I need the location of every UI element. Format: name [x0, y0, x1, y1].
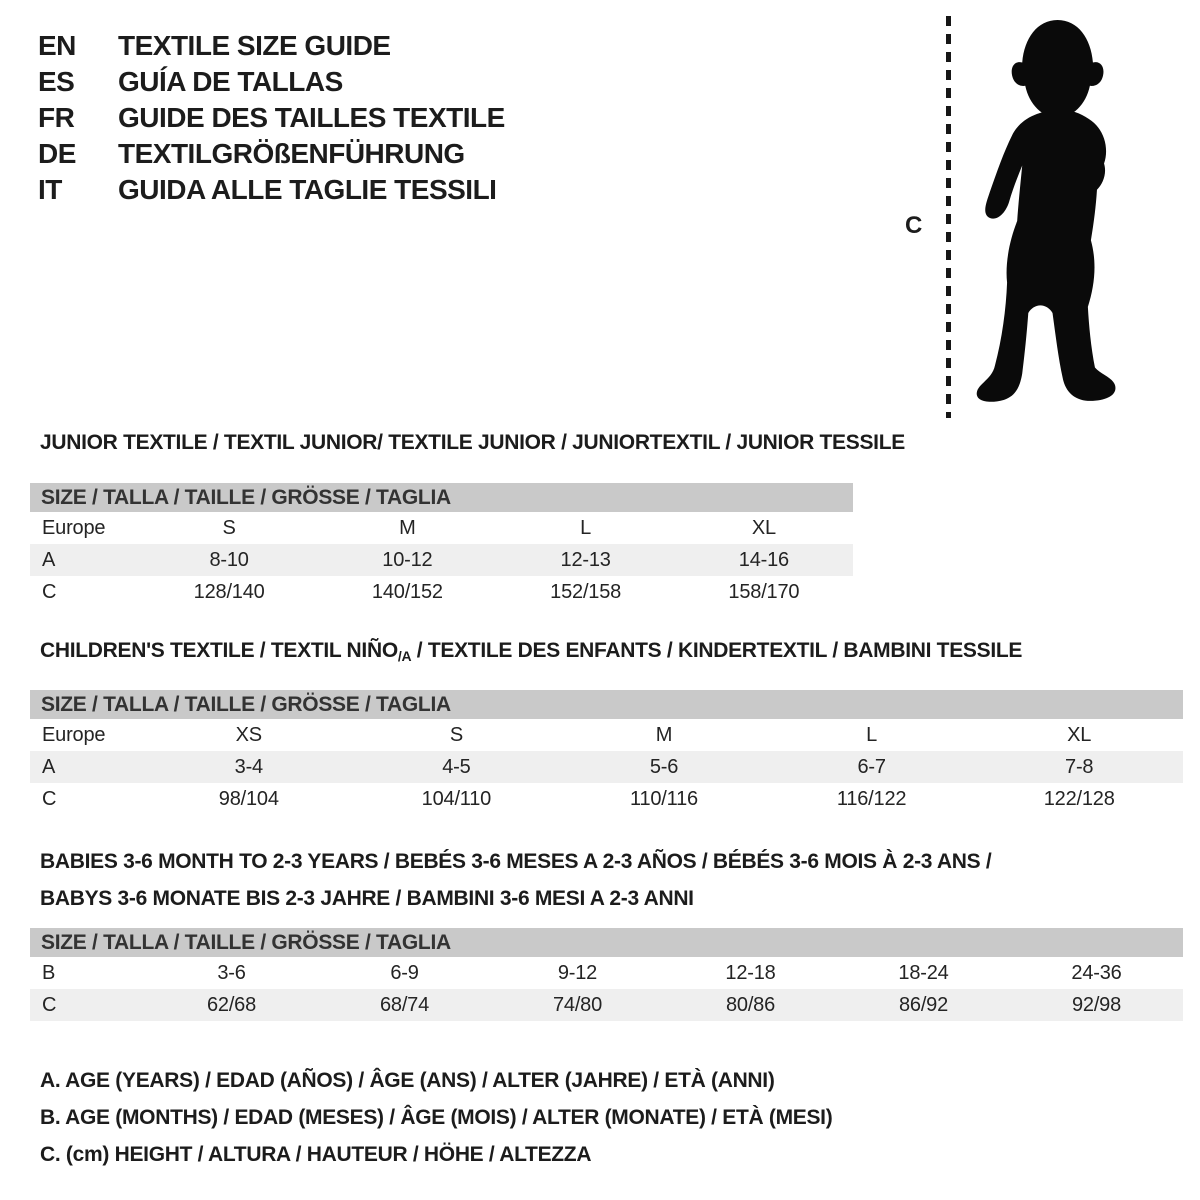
- children-section-heading: [40, 639, 1022, 663]
- table-cell: 5-6: [649, 756, 679, 778]
- table-cell: 14-16: [738, 549, 789, 571]
- title-es: GUÍA DE TALLAS: [118, 66, 343, 97]
- table-cell: 140/152: [371, 581, 443, 603]
- children-heading-part2: / TEXTILE DES ENFANTS / KINDERTEXTIL / BAMBINI TESSILE: [411, 639, 1023, 662]
- column-header: L: [866, 724, 878, 746]
- row-label: C: [42, 788, 57, 810]
- table-cell: 62/68: [206, 994, 257, 1016]
- table-cell: 74/80: [552, 994, 603, 1016]
- babies-heading-line2: BABYS 3-6 MONATE BIS 2-3 JAHRE / BAMBINI 3-6 MESI A 2-3 ANNI: [40, 887, 694, 910]
- children-size-table: [30, 690, 1183, 815]
- list-item: [38, 28, 505, 64]
- note-age-years: A. AGE (YEARS) / EDAD (AÑOS) / ÂGE (ANS) / ALTER (JAHRE) / ETÀ (ANNI): [40, 1069, 775, 1092]
- table-cell: 6-7: [857, 756, 886, 778]
- babies-section-heading: [40, 843, 991, 917]
- lang-code-de: DE: [38, 138, 76, 169]
- table-cell: 18-24: [898, 962, 949, 984]
- table-row: [30, 576, 853, 608]
- babies-size-header-bar: SIZE / TALLA / TAILLE / GRÖSSE / TAGLIA: [30, 928, 1183, 957]
- table-cell: 110/116: [630, 788, 698, 810]
- row-label: B: [42, 962, 56, 984]
- table-cell: 98/104: [218, 788, 279, 810]
- table-cell: 68/74: [379, 994, 430, 1016]
- title-en: TEXTILE SIZE GUIDE: [118, 30, 391, 61]
- column-header: S: [222, 517, 236, 539]
- children-size-header-bar: SIZE / TALLA / TAILLE / GRÖSSE / TAGLIA: [30, 690, 1183, 719]
- table-cell: 9-12: [557, 962, 598, 984]
- table-row: [30, 783, 1183, 815]
- table-cell: 122/128: [1043, 788, 1115, 810]
- table-cell: 10-12: [382, 549, 433, 571]
- table-cell: 152/158: [550, 581, 622, 603]
- lang-code-fr: FR: [38, 102, 75, 133]
- table-cell: 3-6: [217, 962, 246, 984]
- table-row: [30, 751, 1183, 783]
- title-fr: GUIDE DES TAILLES TEXTILE: [118, 102, 505, 133]
- babies-heading-line1: BABIES 3-6 MONTH TO 2-3 YEARS / BEBÉS 3-6 MESES A 2-3 AÑOS / BÉBÉS 3-6 MOIS À 2-3 ANS /: [40, 850, 992, 873]
- table-cell: 12-18: [725, 962, 776, 984]
- table-row: [30, 719, 1183, 751]
- table-cell: 4-5: [442, 756, 471, 778]
- table-cell: 116/122: [836, 788, 907, 810]
- table-cell: 86/92: [898, 994, 949, 1016]
- list-item: [38, 100, 505, 136]
- title-de: TEXTILGRÖßENFÜHRUNG: [118, 138, 465, 169]
- note-height-cm: C. (cm) HEIGHT / ALTURA / HAUTEUR / HÖHE / ALTEZZA: [40, 1143, 592, 1166]
- junior-size-header-bar: SIZE / TALLA / TAILLE / GRÖSSE / TAGLIA: [30, 483, 853, 512]
- table-cell: 7-8: [1065, 756, 1094, 778]
- table-cell: 12-13: [560, 549, 611, 571]
- column-header: XL: [1067, 724, 1092, 746]
- table-cell: 158/170: [728, 581, 800, 603]
- table-cell: 80/86: [725, 994, 776, 1016]
- junior-section-heading: JUNIOR TEXTILE / TEXTIL JUNIOR/ TEXTILE JUNIOR / JUNIORTEXTIL / JUNIOR TESSILE: [40, 431, 905, 454]
- title-it: GUIDA ALLE TAGLIE TESSILI: [118, 174, 497, 205]
- row-label: C: [42, 581, 57, 603]
- babies-size-table: [30, 928, 1183, 1021]
- table-cell: 128/140: [193, 581, 265, 603]
- column-header: L: [580, 517, 592, 539]
- table-row: [30, 957, 1183, 989]
- toddler-silhouette-icon: [960, 14, 1140, 418]
- lang-code-it: IT: [38, 174, 62, 205]
- table-row: [30, 989, 1183, 1021]
- table-row: [30, 544, 853, 576]
- legend-notes: [40, 1062, 832, 1173]
- row-label: A: [42, 756, 56, 778]
- language-title-list: [38, 28, 505, 208]
- table-cell: 8-10: [209, 549, 249, 571]
- list-item: [38, 64, 505, 100]
- column-header: Europe: [42, 517, 106, 539]
- lang-code-en: EN: [38, 30, 76, 61]
- list-item: [38, 136, 505, 172]
- column-header: M: [655, 724, 673, 746]
- table-cell: 6-9: [390, 962, 419, 984]
- lang-code-es: ES: [38, 66, 75, 97]
- table-cell: 24-36: [1071, 962, 1122, 984]
- table-cell: 104/110: [421, 788, 492, 810]
- column-header: XL: [751, 517, 776, 539]
- column-header: Europe: [42, 724, 106, 746]
- row-label: C: [42, 994, 57, 1016]
- column-header: M: [399, 517, 416, 539]
- note-age-months: B. AGE (MONTHS) / EDAD (MESES) / ÂGE (MOIS) / ALTER (MONATE) / ETÀ (MESI): [40, 1106, 833, 1129]
- table-cell: 92/98: [1071, 994, 1122, 1016]
- children-heading-part1: CHILDREN'S TEXTILE / TEXTIL NIÑO: [40, 639, 398, 662]
- table-row: [30, 512, 853, 544]
- junior-size-table: [30, 483, 853, 608]
- column-header: XS: [235, 724, 262, 746]
- column-header: S: [449, 724, 463, 746]
- table-cell: 3-4: [234, 756, 263, 778]
- height-measure-label: C: [905, 212, 923, 239]
- children-heading-subscript: /A: [397, 648, 412, 664]
- row-label: A: [42, 549, 56, 571]
- height-measure-dashed-line: [946, 16, 951, 418]
- list-item: [38, 172, 505, 208]
